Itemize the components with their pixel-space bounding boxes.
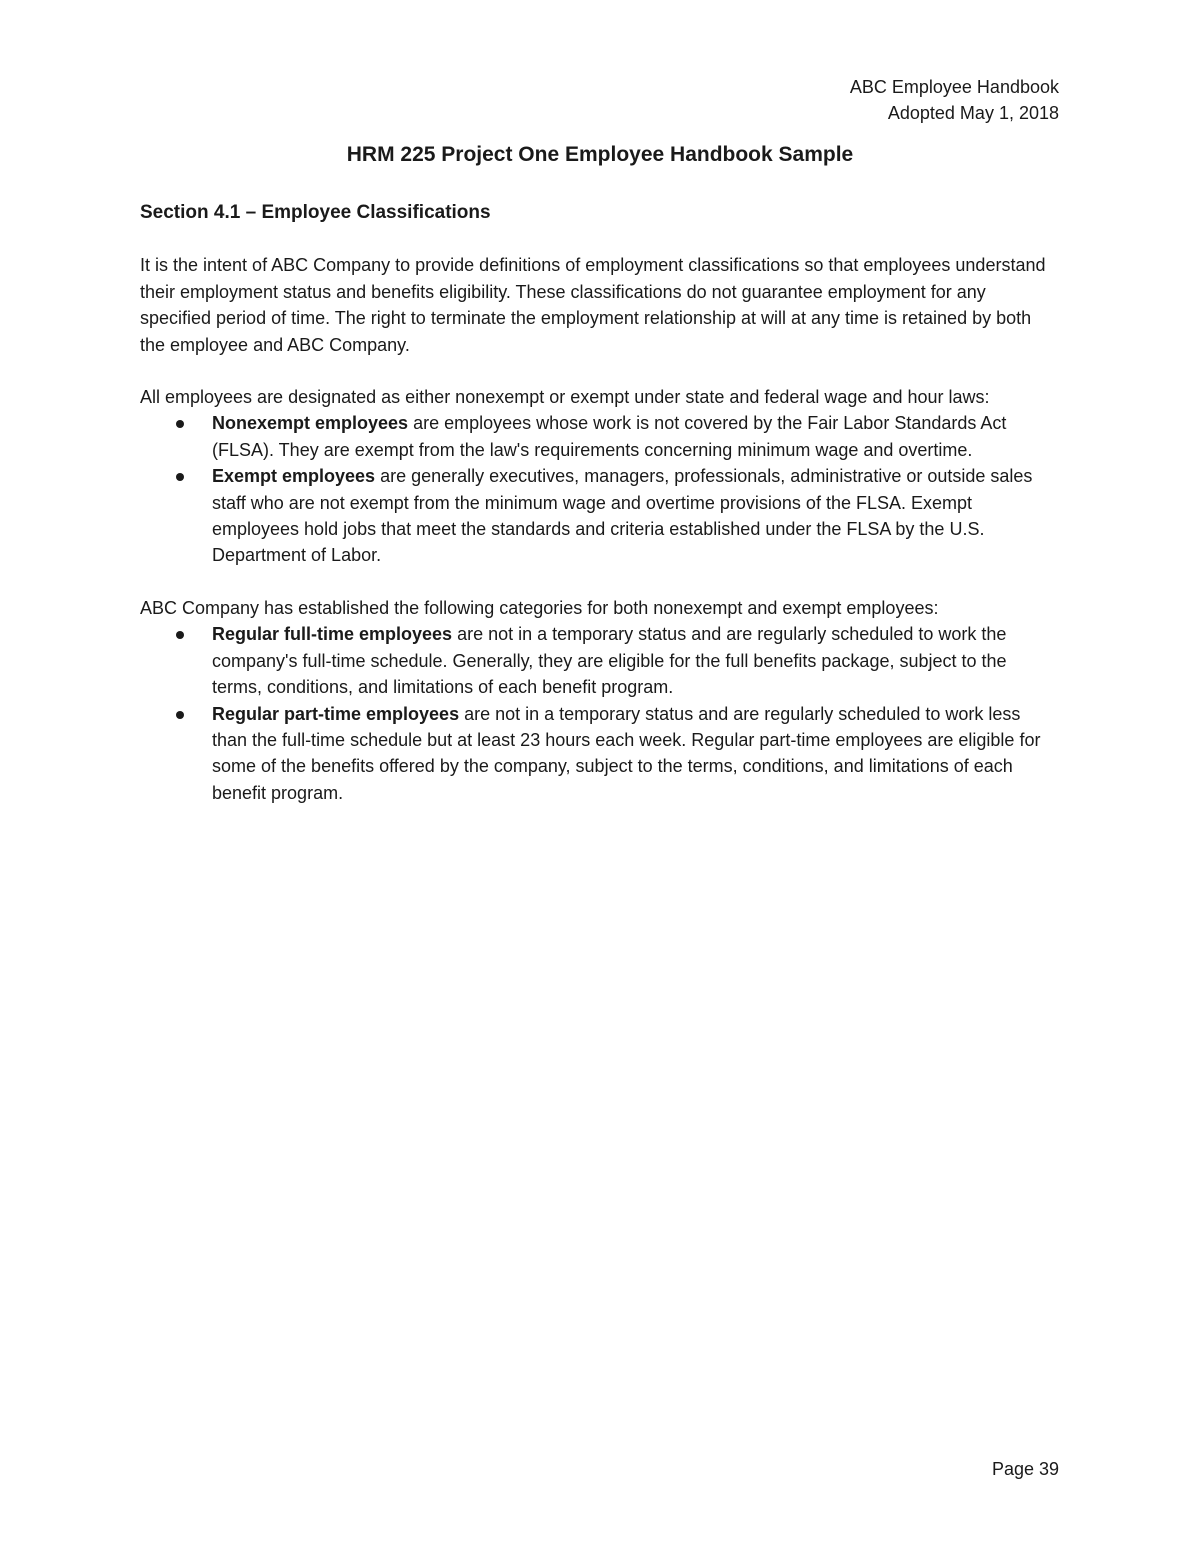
list-item-text: are generally executives, managers, professionals, administrative or outside sales staff who are not exempt from the minimum wage and overtime provisions of the FLSA. Exempt employees hold jobs that meet the standards and criteria established under the FLSA by the U.S. Department of Labor. (212, 466, 1033, 566)
document-body (140, 200, 1060, 832)
list-item (140, 463, 1060, 569)
running-header (850, 74, 1059, 126)
list-item-text: are not in a temporary status and are regularly scheduled to work less than the full-time schedule but at least 23 hours each week. Regular part-time employees are eligible for some of the benefits offered by the company, subject to the terms, conditions, and limitations of each benefit program. (212, 703, 1041, 803)
designation-lead-paragraph: All employees are designated as either nonexempt or exempt under state and federal wage and hour laws: (140, 387, 990, 408)
list-item-term: Regular full-time employees (212, 624, 453, 645)
list-item-text: are employees whose work is not covered by the Fair Labor Standards Act (FLSA). They are exempt from the law's requirements concerning minimum wage and overtime. (212, 413, 1007, 460)
bullet-icon (176, 631, 184, 639)
bullet-icon (176, 473, 184, 481)
header-adopted-date: Adopted May 1, 2018 (887, 103, 1059, 123)
section-heading: Section 4.1 – Employee Classifications (140, 202, 491, 223)
page-number: Page 39 (991, 1459, 1059, 1479)
designation-list (140, 410, 1060, 568)
list-item (140, 701, 1060, 807)
list-item-text: are not in a temporary status and are regularly scheduled to work the company's full-time schedule. Generally, they are eligible for the full benefits package, subject to the terms, conditions, and limitations of each benefit program. (212, 624, 1007, 698)
category-lead-paragraph: ABC Company has established the following categories for both nonexempt and exempt employees: (140, 597, 939, 618)
category-list (140, 621, 1060, 806)
document-title: HRM 225 Project One Employee Handbook Sample (346, 143, 854, 166)
list-item-term: Exempt employees (212, 466, 376, 487)
bullet-icon (176, 420, 184, 428)
bullet-icon (176, 711, 184, 719)
header-handbook-name: ABC Employee Handbook (849, 77, 1059, 97)
list-item (140, 621, 1060, 700)
intro-paragraph: It is the intent of ABC Company to provide definitions of employment classifications so that employees understand their employment status and benefits eligibility. These classifications do not guarantee employment for any specified period of time. The right to terminate the employment relationship at will at any time is retained by both the employee and ABC Company. (140, 255, 1046, 355)
list-item-term: Regular part-time employees (212, 703, 460, 724)
list-item-term: Nonexempt employees (212, 413, 409, 434)
list-item (140, 410, 1060, 463)
